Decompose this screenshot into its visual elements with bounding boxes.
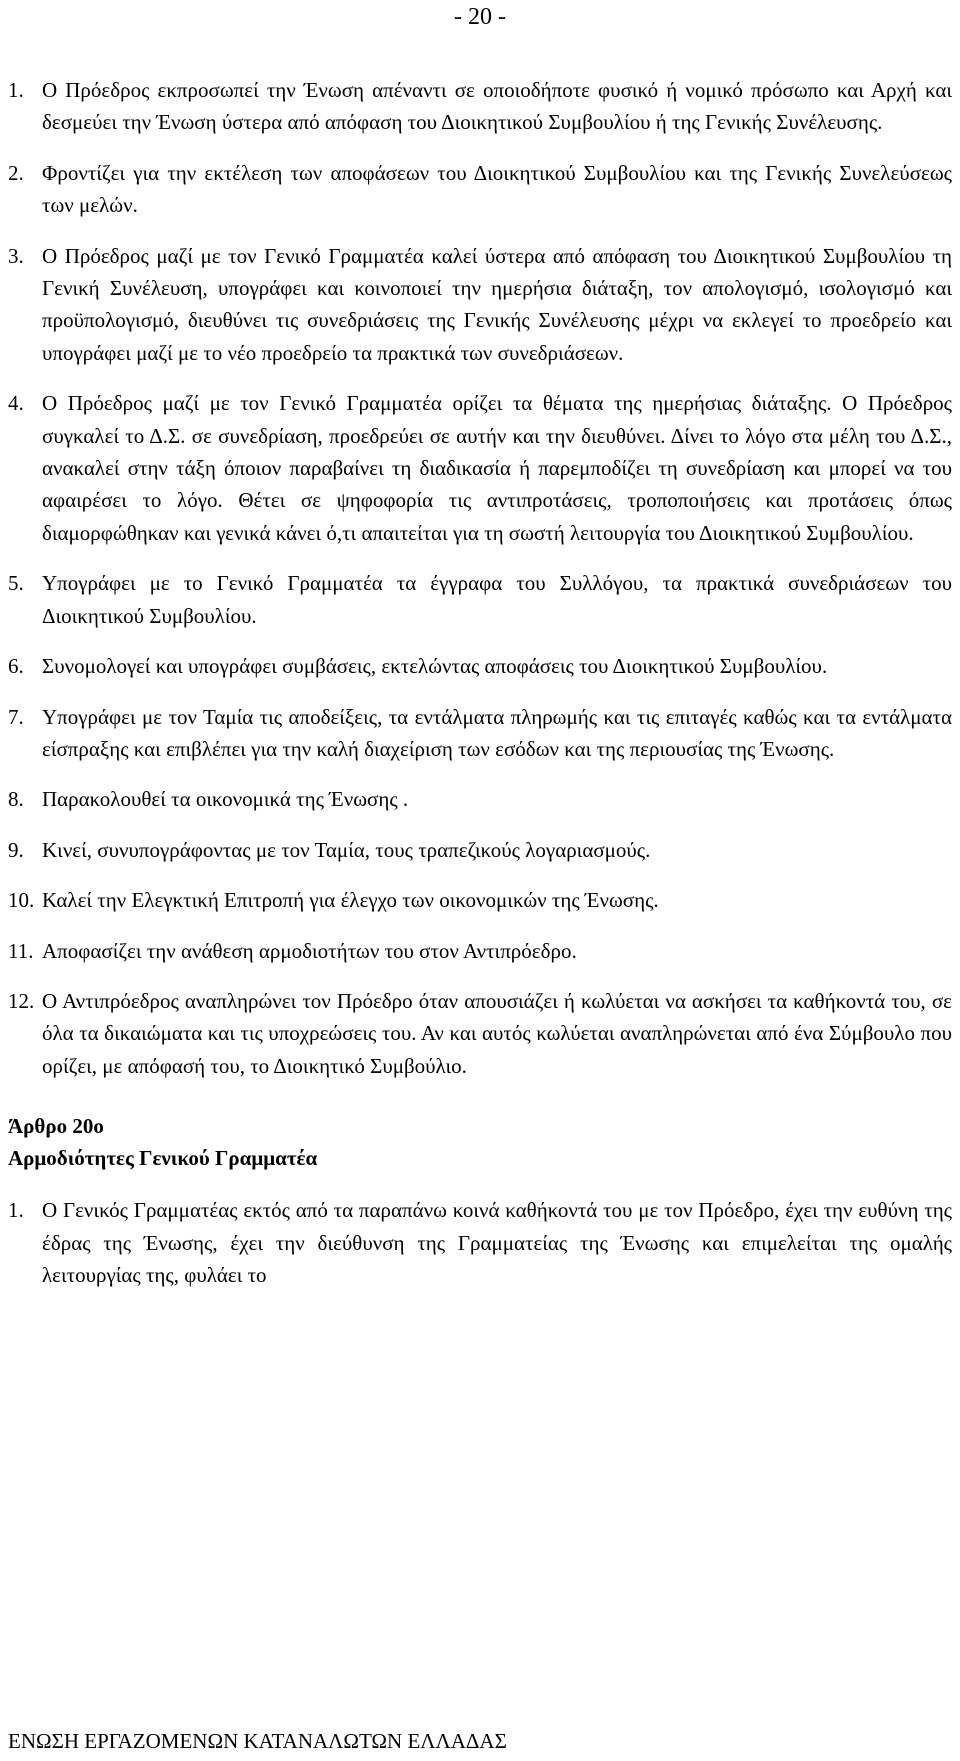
item-number: 2. <box>8 160 24 185</box>
item-text: Ο Αντιπρόεδρος αναπληρώνει τον Πρόεδρο όταν απουσιάζει ή κωλύεται να ασκήσει τα καθήκοντά του, σε όλα τα δικαιώματα και τις υποχρεώσεις του. Αν και αυτός κωλύεται αναπληρώνεται από ένα Σύμβουλο που ορίζει, με απόφασή του, το Διοικητικό Συμβούλιο. <box>42 988 952 1078</box>
list-item <box>8 240 952 370</box>
item-number: 7. <box>8 704 24 729</box>
list-item <box>8 701 952 766</box>
president-duties-list <box>8 74 952 1082</box>
item-text: Αποφασίζει την ανάθεση αρμοδιοτήτων του στον Αντιπρόεδρο. <box>42 938 577 963</box>
list-item <box>8 74 952 139</box>
item-number: 4. <box>8 391 24 416</box>
item-number: 11. <box>8 938 34 963</box>
list-item <box>8 650 952 682</box>
list-item <box>8 985 952 1082</box>
item-text: Καλεί την Ελεγκτική Επιτροπή για έλεγχο των οικονομικών της Ένωσης. <box>42 888 659 913</box>
item-text: Ο Γενικός Γραμματέας εκτός από τα παραπάνω κοινά καθήκοντά του με τον Πρόεδρο, έχει την ευθύνη της έδρας της Ένωσης, έχει την διεύθυνση της Γραμματείας της Ένωσης και επιμελείται της ομαλής λειτουργίας της, φυλάει το <box>42 1198 952 1287</box>
list-item <box>8 157 952 222</box>
item-text: Ο Πρόεδρος μαζί με τον Γενικό Γραμματέα καλεί ύστερα από απόφαση του Διοικητικού Συμβουλίου τη Γενική Συνέλευση, υπογράφει και κοινοποιεί την ημερήσια διάταξη, τον απολογισμό, ισολογισμό και προϋπολογισμό, διευθύνει τις συνεδριάσεις της Γενικής Συνέλευσης μέχρι να εκλεγεί το προεδρείο και υπογράφει μαζί με το νέο προεδρείο τα πρακτικά των συνεδριάσεων. <box>42 243 952 365</box>
item-text: Υπογράφει με το Γενικό Γραμματέα τα έγγραφα του Συλλόγου, τα πρακτικά συνεδριάσεων του Διοικητικού Συμβουλίου. <box>42 571 952 628</box>
item-text: Κινεί, συνυπογράφοντας με τον Ταμία, τους τραπεζικούς λογαριασμούς. <box>42 837 651 862</box>
list-item <box>8 783 952 815</box>
item-number: 3. <box>8 243 24 268</box>
item-text: Ο Πρόεδρος μαζί με τον Γενικό Γραμματέα ορίζει τα θέματα της ημερήσιας διάταξης. Ο Πρόεδρος συγκαλεί το Δ.Σ. σε συνεδρίαση, προεδρεύει σε αυτήν και την διευθύνει. Δίνει το λόγο στα μέλη του Δ.Σ., ανακαλεί στην τάξη όποιον παραβαίνει τη διαδικασία ή παρεμποδίζει τη συνεδρίαση και μπορεί να του αφαιρέσει το λόγο. Θέτει σε ψηφοφορία τις αντιπροτάσεις, τροποποιήσεις και προτάσεις όπως διαμορφώθηκαν και γενικά κάνει ό,τι απαιτείται για τη σωστή λειτουργία του Διοικητικού Συμβουλίου. <box>42 391 952 545</box>
list-item <box>8 387 952 549</box>
list-item <box>8 1194 952 1291</box>
item-text: Παρακολουθεί τα οικονομικά της Ένωσης . <box>42 787 409 812</box>
item-number: 10. <box>8 888 35 913</box>
item-number: 1. <box>8 1198 24 1223</box>
list-item <box>8 567 952 632</box>
item-text: Υπογράφει με τον Ταμία τις αποδείξεις, τα εντάλματα πληρωμής και τις επιταγές καθώς και τα εντάλματα είσπραξης και επιβλέπει για την καλή διαχείριση των εσόδων και της περιουσίας της Ένωσης. <box>42 704 952 761</box>
list-item <box>8 884 952 916</box>
item-number: 1. <box>8 78 24 102</box>
article-title: Άρθρο 20ο <box>8 1114 104 1139</box>
item-number: 9. <box>8 837 24 862</box>
list-item <box>8 935 952 967</box>
item-text: Φροντίζει για την εκτέλεση των αποφάσεων του Διοικητικού Συμβουλίου και της Γενικής Συνελεύσεως των μελών. <box>42 160 952 218</box>
page-content <box>8 74 952 1309</box>
item-number: 5. <box>8 571 24 596</box>
article-heading <box>8 1110 952 1174</box>
item-number: 6. <box>8 654 24 679</box>
footer-organization-name: ΕΝΩΣΗ ΕΡΓΑΖΟΜΕΝΩΝ ΚΑΤΑΝΑΛΩΤΩΝ ΕΛΛΑΔΑΣ <box>8 1729 507 1750</box>
secretary-duties-list <box>8 1194 952 1291</box>
article-subtitle: Αρμοδιότητες Γενικού Γραμματέα <box>8 1146 318 1171</box>
item-number: 8. <box>8 787 24 812</box>
page-number: - 20 - <box>454 4 506 30</box>
item-text: Συνομολογεί και υπογράφει συμβάσεις, εκτελώντας αποφάσεις του Διοικητικού Συμβουλίου. <box>42 654 828 679</box>
list-item <box>8 834 952 866</box>
item-text: Ο Πρόεδρος εκπροσωπεί την Ένωση απέναντι σε οποιοδήποτε φυσικό ή νομικό πρόσωπο και Αρχή και δεσμεύει την Ένωση ύστερα από απόφαση του Διοικητικού Συμβουλίου ή της Γενικής Συνέλευσης. <box>42 78 952 135</box>
item-number: 12. <box>8 988 35 1013</box>
